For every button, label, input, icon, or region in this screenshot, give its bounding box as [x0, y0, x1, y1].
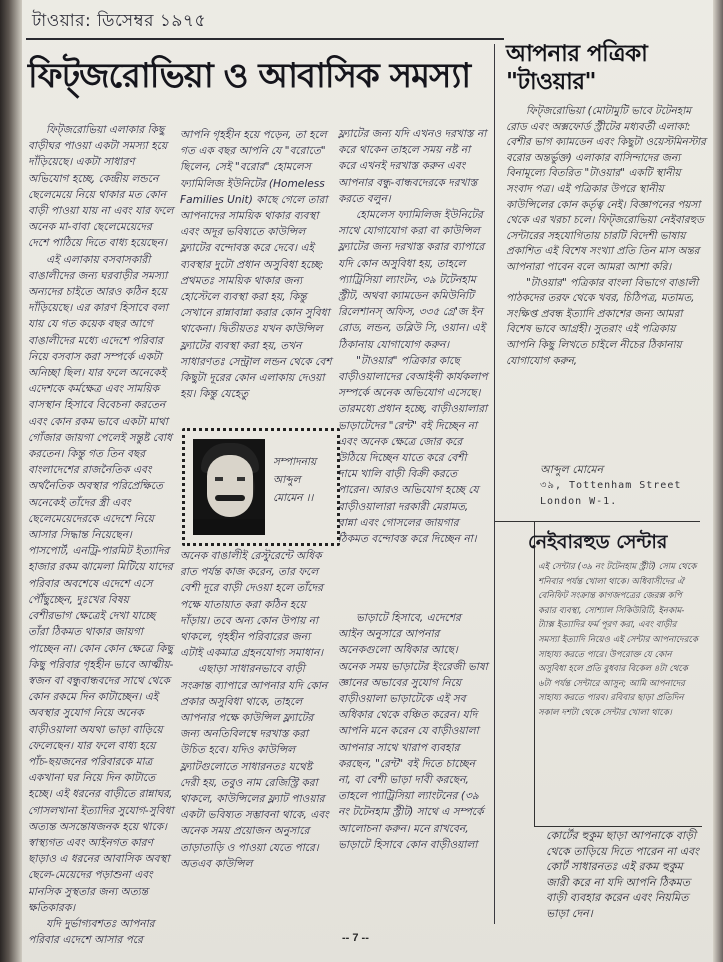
box-border-left [534, 522, 535, 827]
sidebar-rule [495, 521, 700, 522]
article-paragraph: ভাড়াটে হিসাবে, এদেশের আইন অনুসারে আপনার অনেকগুলো অধিকার আছে। অনেক সময় ভাড়াটের ইংরেজী ভাষা জ্ঞানের অভাবের সুযোগ নিয়ে বাড়ীওয়ালা ভাড়াটেকে এই সব অধিকার থেকে বঞ্চিত করেন। যদি আপনি মনে করেন যে বাড়ীওয়ালা আপনার সাথে খারাপ ব্যবহার করছেন, "রেন্ট" বই দিতে চাচ্ছেন না, বা বেশী ভাড়া দাবী করছেন, তাহলে প্যাট্রিসিয়া ল্যাংটনের (৩৯ নং টটেনহাম স্ট্রীট) সাথে এ সম্পর্কে আলোচনা করুন। মনে রাখবেন, ভাড়াটে হিসাবে কোন বাড়ীওয়ালা [338, 612, 488, 851]
article-paragraph: ফ্ল্যাটের জন্য যদি এখনও দরখাস্ত না করে থাকেন তাহলে সময় নষ্ট না করে এখনই দরখাস্ত করুন এবং আপনার বন্ধু-বান্ধবদেরকে দরখাস্ত করতে বলুন। [338, 128, 487, 205]
sidebar-paragraph: "টাওয়ার" পত্রিকার বাংলা বিভাগে বাঙালী পাঠকদের তরফ থেকে খবর, চিঠিপত্র, মতামত, সংক্ষিপ্ত প্রবন্ধ ইত্যাদি প্রকাশের জন্য আমরা বিশেষ ভাবে আগ্রহী। সুতরাং এই পত্রিকায় আপনি কিছু লিখতে চাইলে নীচের ঠিকানায় যোগাযোগ করুন, [506, 276, 699, 367]
neighbourhood-centre-body: এই সেন্টার (৩৯ নং টটেনহাম স্ট্রীট) সোম থেকে শনিবার পর্যন্ত খোলা থাকে। অধিবাসীদের ঐ বেনিফিট সংক্রান্ত কাগজপত্রের জেরক্স কপি করার ব্যবস্থা, সোশ্যাল সিকিউরিটি, ইনকাম-ট্যাক্স ইত্যাদির ফর্ম পূরণ করা, এবং বাড়ীর সমস্যা ইত্যাদি নিয়েও এই সেন্টার আপনাদেরকে সাহায্য করতে পারে। উপরোক্ত যে কোন অসুবিধা হলে প্রতি বুধবার বিকেল ৪টা থেকে ৬টা পর্যন্ত সেন্টারে আসুন; আমি আপনাদের সাহায্য করতে পারব। রবিবার ছাড়া প্রতিদিন সকাল দশটা থেকে সেন্টার খোলা থাকে। [538, 562, 698, 718]
column-divider [494, 44, 495, 924]
header-rule [26, 38, 504, 40]
sidebar-title [506, 40, 706, 96]
article-paragraph: এছাড়া সাধারনভাবে বাড়ী সংক্রান্ত ব্যাপারে আপনার যদি কোন প্রকার অসুবিধা থাকে, তাহলে আপনার পক্ষে কাউন্সিল ফ্ল্যাটের জন্য অনতিবিলম্বে দরখাস্ত করা উচিত হবে। যদিও কাউন্সিল ফ্ল্যাটগুলোতে সাধারনতঃ যথেষ্ট দেরী হয়, তবুও নাম রেজিস্ট্রি করা থাকলে, কাউন্সিলের ফ্ল্যাট পাওয়ার একটা ভবিষ্যত সম্ভাবনা থাকে, এবং অনেক সময় প্রয়োজন অনুসারে তাড়াতাড়ি ও পাওয়া যেতে পারে। অতএব কাউন্সিল [180, 663, 329, 870]
article-column-2-bottom [180, 548, 332, 872]
caption-line: মোমেন ।। [273, 492, 314, 504]
article-paragraph: অনেক বাঙালীই রেস্টুরেন্টে অধিক রাত পর্যন্ত কাজ করেন, তার ফলে বেশী দূরে বাড়ী দেওয়া হলে তাঁদের পক্ষে যাতায়াত করা কঠিন হয়ে দাঁড়ায়। তবে অন্য কোন উপায় না থাকলে, গৃহহীন পরিবারের জন্য এটাই একমাত্র গ্রহনযোগ্য সমাধান। [180, 550, 324, 660]
article-column-1 [28, 122, 174, 948]
newsletter-page [22, 0, 713, 962]
article-paragraph: "টাওয়ার" পত্রিকার কাছে বাড়ীওয়ালাদের বেআইনী কার্যকলাপ সম্পর্কে অনেক অভিযোগ এসেছে। তারমধ্যে প্রধান হচ্ছে, বাড়ীওয়ালারা ভাড়াটেদের "রেন্ট" বই দিচ্ছেন না এবং অনেক ক্ষেত্রে জোর করে উঠিয়ে দিচ্ছেন যাতে করে বেশী দামে খালি বাড়ী বিক্রী করতে পারেন। আরও অভিযোগ হচ্ছে যে বাড়ীওয়ালারা দরকারী মেরামত, রান্না এবং গোসলের জায়গার ঠিকমত বন্দোবস্ত করে দিচ্ছেন না। [338, 354, 488, 546]
article-column-3-top [338, 126, 488, 547]
editor-photo-box [182, 428, 340, 546]
scan-edge-left [0, 0, 22, 962]
article-continuation: কোর্টের হুকুম ছাড়া আপনাকে বাড়ী থেকে তাড়িয়ে দিতে পারেন না এবং কোর্ট সাধারনতঃ এই রকম হুকুম জারী করে না যদি আপনি ঠিকমত বাড়ী ব্যবহার করেন এবং নিয়মিত ভাড়া দেন। [546, 829, 699, 920]
sidebar-body [506, 104, 706, 369]
article-paragraph: এই এলাকায় বসবাসকারী বাঙালীদের জন্য ঘরবাড়ীর সমস্যা অন্যদের চাইতে আরও কঠিন হয়ে দাঁড়িয়েছে। এর কারণ হিসাবে বলা যায় যে গত কয়েক বছর আগে বাঙালীদের মধ্যে এদেশে পরিবার নিয়ে বসবাস করা সম্পর্কে একটা অনিচ্ছা ছিল। যার ফলে অনেকেই এদেশকে কর্মক্ষেত্র এবং সাময়িক বাসস্থান হিসাবে বিবেচনা করতেন এবং কোন রকম ভাবে একটা মাথা গোঁজার জায়গা পেলেই সন্তুষ্ট বোধ করতেন। কিন্তু গত তিন বছর বাংলাদেশের রাজনৈতিক এবং অর্থনৈতিক অবস্থার পরিপ্রেক্ষিতে অনেকেই তাঁদের স্ত্রী এবং ছেলেমেয়েদেরকে এদেশে নিয়ে আসার সিদ্ধান্ত নিয়েছেন। পাসপোর্ট, এনট্রি-পারমিট ইত্যাদির হাজার রকম ঝামেলা মিটিয়ে যাদের পরিবার অবশেষে এদেশে এসে পৌঁছুচ্ছেন, দুঃখের বিষয় বেশীরভাগ ক্ষেত্রেই দেখা যাচ্ছে তাঁরা ঠিকমত থাকার জায়গা পাচ্ছেন না। কোন কোন ক্ষেত্রে কিছু কিছু পরিবার গৃহহীন ভাবে আত্মীয়-স্বজন বা বন্ধুবান্ধবদের সাথে থেকে কোন রকমে দিন কাটাচ্ছেন। এই অবস্থার সুযোগ নিয়ে অনেক বাড়ীওয়ালা অযথা ভাড়া বাড়িয়ে ফেলেছেন। যার ফলে বাধ্য হয়ে পাঁচ-ছয়জনের পরিবারকে মাত্র একখানা ঘর নিয়ে দিন কাটাতে হচ্ছে। এই ধরনের বাড়ীতে রান্নাঘর, গোসলখানা ইত্যাদির সুযোগ-সুবিধা অত্যন্ত অসন্তোষজনক হয়ে থাকে। স্বাস্থ্যগত এবং আইনগত কারণ ছাড়াও এ ধরনের আবাসিক অবস্থা ছেলে-মেয়েদের পড়াশুনা এবং মানসিক সুস্থতার জন্য অত্যন্ত ক্ষতিকারক। [28, 253, 174, 914]
caption-line: আব্দুল [273, 474, 301, 486]
caption-line: সম্পাদনায় [273, 456, 317, 468]
sidebar-title-line: "টাওয়ার" [506, 69, 596, 95]
editor-portrait-image [193, 439, 265, 535]
signature-name: আব্দুল মোমেন [540, 463, 604, 476]
article-headline: ফিট্‌জরোভিয়া ও আবাসিক সমস্যা [28, 56, 471, 96]
box-border-bottom [534, 826, 702, 827]
running-head: টাওয়ার: ডিসেম্বর ১৯৭৫ [32, 11, 206, 31]
article-column-2-top [180, 127, 332, 402]
article-paragraph: যদি দুর্ভাগ্যবশতঃ আপনার পরিবার এদেশে আসার পরে [28, 917, 155, 947]
scan-edge-right [713, 0, 723, 962]
article-paragraph: ফিট্‌জরোভিয়া এলাকার কিছু বাড়ীঘর পাওয়া একটা সমস্যা হয়ে দাঁড়িয়েছে। একটা সাধারণ অভিযোগ হচ্ছে, কেন্দ্রীয় লন্ডনে ছেলেমেয়ে নিয়ে থাকার মত কোন বাড়ী পাওয়া যায় না এবং যার ফলে অনেক মা-বাবা ছেলেমেয়েদের দেশে পাঠিয়ে দিতে বাধ্য হয়েছেন। [28, 124, 174, 250]
neighbourhood-centre-title: নেইবারহুড সেন্টার [528, 531, 668, 553]
signature-address: London W-1. [540, 496, 618, 507]
article-paragraph: হোমলেস ফ্যামিলিজ ইউনিটের সাথে যোগাযোগ করা বা কাউন্সিল ফ্ল্যাটের জন্য দরখাস্ত করার ব্যাপারে যদি কোন অসুবিধা হয়, তাহলে প্যাট্রিসিয়া ল্যাংটন, ৩৯ টটেনহাম স্ট্রীট, অথবা ক্যামডেন কমিউনিটি রিলেশানস্ অফিস, ৩৩৫ গ্রে'জ ইন রোড, লন্ডন, ডব্লিউ সি, ওয়ান। এই ঠিকানায় যোগাযোগ করুন। [338, 209, 486, 351]
sidebar-title-line: আপনার পত্রিকা [506, 41, 648, 67]
article-paragraph: আপনি গৃহহীন হয়ে পড়েন, তা হলে গত এক বছর আপনি যে "বরোতে" ছিলেন, সেই "বরোর" হোমলেস ফ্যামিলিজ ইউনিটের (Homeless Families Unit) কাছে গেলে তারা আপনাদের সাময়িক থাকার ব্যবস্থা এবং অদূর ভবিষ্যতে কাউন্সিল ফ্ল্যাটের বন্দোবস্ত করে দেবে। এই ব্যবস্থার দুটো প্রধান অসুবিধা হচ্ছে: প্রথমতঃ সাময়িক থাকার জন্য হোস্টেলে ব্যবস্থা করা হয়, কিন্তু সেখানে রান্নাবান্না করার কোন সুবিধা থাকেনা। দ্বিতীয়তঃ যখন কাউন্সিল ফ্ল্যাটের ব্যবস্থা করা হয়, তখন সাধারণতঃ সেন্ট্রাল লন্ডন থেকে বেশ কিছুটা দূরের কোন এলাকায় দেওয়া হয়। কিন্তু যেহেতু [180, 129, 332, 401]
page-number: -- 7 -- [342, 932, 369, 944]
sidebar-signature [540, 462, 681, 510]
sidebar-paragraph: ফিট্‌জরোভিয়া (মোটামুটি ভাবে টটেনহাম রোড এবং অক্সফোর্ড স্ট্রীটের মধ্যবর্তী এলাকা: বেশীর ভাগ ক্যামডেন এবং কিছুটা ওয়েস্টমিনস্টার বরোর অন্তর্ভুক্ত) এলাকার বাসিন্দাদের জন্য বিনামূল্যে বিতরিত "টাওয়ার" একটি স্থানীয় সংবাদ পত্র। এই পত্রিকার উপরে স্থানীয় কাউন্সিলের কোন কর্তৃত্ব নেই। বিজ্ঞাপনের পয়সা থেকে এর খরচা চলে। ফিট্‌জরোভিয়া নেইবারহুড সেন্টারের সহযোগিতায় চারটি বিদেশী ভাষায় প্রকাশিত এই বিশেষ সংখ্যা প্রতি তিন মাস অন্তর আপনারা পাবেন বলে আমরা আশা করি। [506, 105, 706, 273]
signature-address: ৩৯, Tottenham Street [540, 480, 682, 491]
article-column-3-bottom [338, 610, 488, 853]
photo-caption [273, 453, 333, 507]
